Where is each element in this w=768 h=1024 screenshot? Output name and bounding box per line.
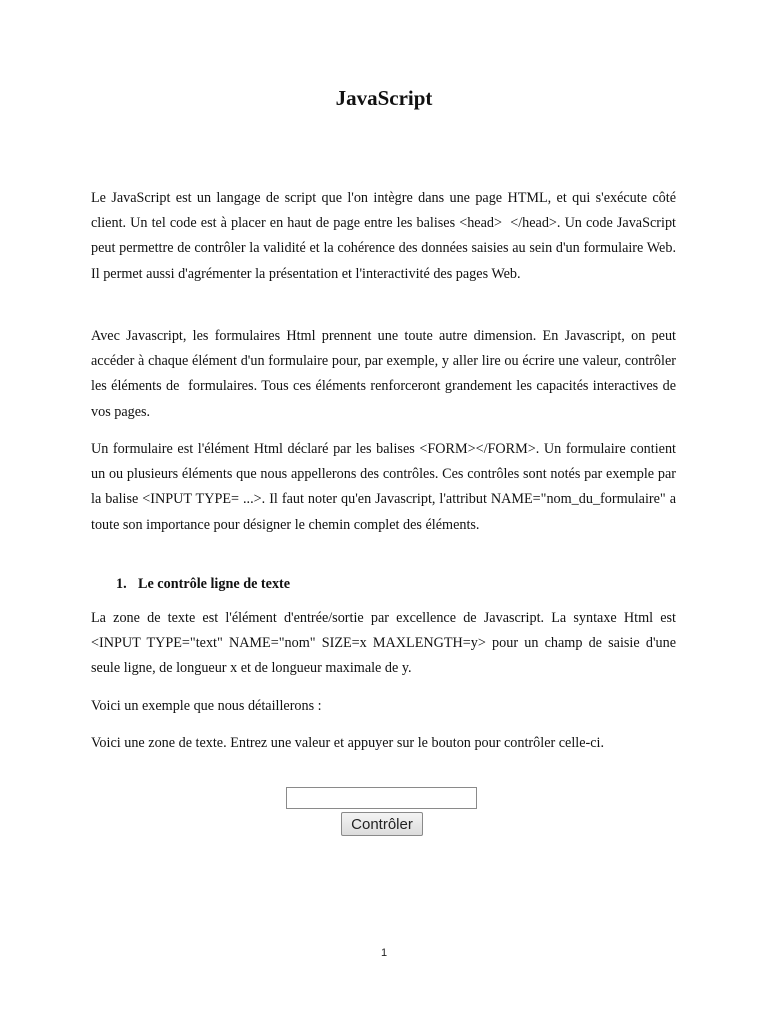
section-number: 1.	[116, 576, 127, 592]
section-heading	[116, 576, 290, 593]
text-zone-paragraph: La zone de texte est l'élément d'entrée/sortie par excellence de Javascript. La syntaxe Html est <INPUT TYPE="text" NAME="nom" SIZE=x MAXLENGTH=y> pour un champ de saisie d'une seule ligne, de longueur x et de longueur maximale de y.	[91, 610, 676, 677]
form-element-paragraph: Un formulaire est l'élément Html déclaré par les balises <FORM></FORM>. Un formulaire contient un ou plusieurs éléments que nous appellerons des contrôles. Ces contrôles sont notés par exemple par la balise <INPUT TYPE= ...>. Il faut noter qu'en Javascript, l'attribut NAME="nom_du_formulaire" a toute son importance pour désigner le chemin complet des éléments.	[91, 441, 676, 533]
forms-paragraph: Avec Javascript, les formulaires Html prennent une toute autre dimension. En Javascript, on peut accéder à chaque élément d'un formulaire pour, par exemple, y aller lire ou écrire une valeur, contrôler les éléments de formulaires. Tous ces éléments renforceront grandement les capacités interactives de vos pages.	[91, 328, 676, 420]
control-button[interactable]: Contrôler	[341, 812, 423, 836]
instructions-paragraph: Voici une zone de texte. Entrez une valeur et appuyer sur le bouton pour contrôler celle-ci.	[91, 735, 605, 751]
page-title: JavaScript	[335, 86, 433, 110]
section-title: Le contrôle ligne de texte	[138, 576, 291, 592]
page-number: 1	[380, 947, 388, 959]
example-intro-paragraph: Voici un exemple que nous détaillerons :	[91, 698, 322, 714]
intro-paragraph: Le JavaScript est un langage de script que l'on intègre dans une page HTML, et qui s'exécute côté client. Un tel code est à placer en haut de page entre les balises <head> </head>. Un code JavaScript peut permettre de contrôler la validité et la cohérence des données saisies au sein d'un formulaire Web. Il permet aussi d'agrémenter la présentation et l'interactivité des pages Web.	[91, 190, 676, 282]
demo-text-input[interactable]	[286, 787, 477, 809]
